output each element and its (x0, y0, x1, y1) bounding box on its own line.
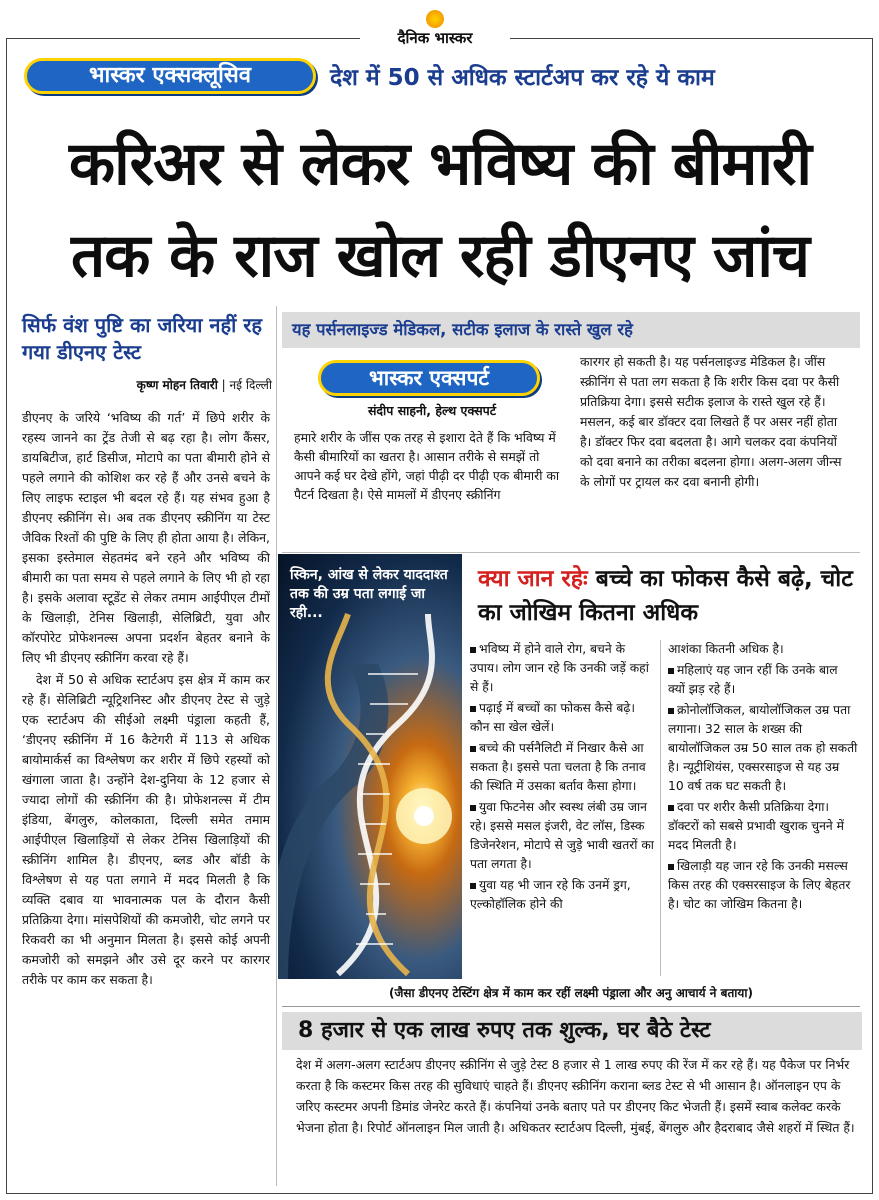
bullet-icon (668, 805, 674, 811)
left-paragraph-2: देश में 50 से अधिक स्टार्टअप इस क्षेत्र में काम कर रहे हैं। सेलिब्रिटी न्यूट्रिशनिस्ट और डीएनए टेस्ट से जुड़े एक स्टार्टअप की सीईओ लक्ष्मी पंड्राला कहती हैं, ‘डीएनए स्क्रीनिंग में 16 कैटेगरी में 113 से अधिक बायोमार्कर्स का विश्लेषण कर शरीर में छिपे रहस्यों को खंगाला जाता है। उन्होंने देश-दुनिया के 12 हजार से ज्यादा लोगों की स्क्रीनिंग की है। प्रोफेशनल्स में टीम इंडिया, बेंगलुरु, कोलकाता, दिल्ली समेत तमाम आईपीएल खिलाड़ियों से लेकर टेनिस खिलाड़ियों की स्क्रीनिंग शामिल है। डीएनए, ब्लड और बॉडी के विश्लेषण से यह पता लगाने में मदद मिलती है कि व्यक्ति दबाव या भावनात्मक पल के दौरान कैसी प्रतिक्रिया देगा। मांसपेशियों की कमजोरी, चोट लगने पर रिकवरी का भी अनुमान मिलता है। इससे कोई अपनी कमजोरी को समझने और उसे दूर करने पर कारगर तरीके पर काम कर सकता है। (22, 672, 270, 987)
illustration-caption: स्किन, आंख से लेकर याददाश्त तक की उम्र पता लगाई जा रही... (290, 567, 448, 621)
expert-badge-label: भास्कर एक्सपर्ट (368, 366, 490, 390)
know-title: बच्चे का फोकस कैसे बढ़े, चोट का जोखिम कितना अधिक (478, 566, 853, 626)
bullet-icon (668, 708, 674, 714)
expert-section-bar (282, 312, 860, 348)
left-subhead: सिर्फ वंश पुष्टि का जरिया नहीं रह गया डीएनए टेस्ट (22, 313, 263, 364)
know-label: क्या जान रहेः (478, 566, 588, 592)
bullet-icon (470, 805, 476, 811)
expert-badge (318, 360, 540, 396)
list-item: महिलाएं यह जान रहीं कि उनके बाल क्यों झड़ रहे हैं। (668, 663, 838, 696)
know-list-left (470, 640, 656, 916)
expert-text-left: हमारे शरीर के जींस एक तरह से इशारा देते हैं कि भविष्य में कैसी बीमारियों का खतरा है। आसान तरीके से समझें तो आपने कई घर देखे होंगे, जहां पीढ़ी दर पीढ़ी एक बीमारी का पैटर्न दिखता है। ऐसे मामलों में डीएनए स्क्रीनिंग (294, 430, 560, 502)
top-line (18, 54, 863, 98)
know-headline (478, 562, 862, 630)
exclusive-badge-label: भास्कर एक्सक्लूसिव (89, 63, 251, 88)
kicker: देश में 50 से अधिक स्टार्टअप कर रहे ये काम (330, 65, 715, 91)
exclusive-badge (24, 58, 316, 94)
bullet-icon (470, 883, 476, 889)
list-continuation: आशंका कितनी अधिक है। (668, 642, 784, 656)
column-divider (276, 306, 277, 1186)
expert-section-title: यह पर्सनलाइज्ड मेडिकल, सटीक इलाज के रास्ते खुल रहे (292, 320, 633, 339)
author-name: कृष्ण मोहन तिवारी (136, 378, 218, 392)
newspaper-name: दैनिक भास्कर (397, 29, 473, 47)
know-list-right (668, 640, 858, 916)
list-item: भविष्य में होने वाले रोग, बचने के उपाय। लोग जान रहे कि उनकी जड़ें कहां से हैं। (470, 642, 649, 694)
left-paragraph-1: डीएनए के जरिये ‘भविष्य की गर्त’ में छिपे शरीर के रहस्य जानने का ट्रेंड तेजी से बढ़ रहा है। लोग कैंसर, डायबिटीज, हार्ट डिसीज, मोटापे का पता बीमारी होने से पहले लगाने की कोशिश कर रहे हैं और उनसे बचने के लिए लाइफ स्टाइल भी बदल रहे हैं। यह संभव हुआ है डीएनए स्क्रीनिंग से। अब तक डीएनए स्क्रीनिंग या टेस्ट जैविक रिश्तों की पुष्टि के लिए ही होता आया है। लेकिन, इसका इस्तेमाल सेहतमंद बने रहने और भविष्य की बीमारी का पता समय से पहले लगाने के लिए भी हो रहा है। इसके अलावा स्टूडेंट से लेकर तमाम आईपीएल टीमों के खिलाड़ी, टेनिस खिलाड़ी, सेलिब्रिटी, युवा और कॉरपोरेट प्रोफेशनल्स अपना प्रदर्शन बेहतर बनाने के लिए भी डीएनए स्क्रीनिंग करवा रहे हैं। (22, 410, 270, 665)
sun-icon (426, 10, 444, 28)
section-divider (282, 552, 860, 553)
expert-text-right: कारगर हो सकती है। यह पर्सनलाइज्ड मेडिकल है। जींस स्क्रीनिंग से पता लग सकता है कि शरीर किस दवा पर कैसी प्रतिक्रिया देगा। इससे सटीक इलाज के रास्ते खुल रहे हैं। मसलन, कई बार डॉक्टर दवा लिखते हैं पर असर नहीं होता है। डॉक्टर फिर दवा बदलता है। आगे चलकर दवा कंपनियों को दवा बनाने का तरीका बदलना होगा। अलग-अलग जीन्स के लोगों पर ट्रायल कर दवा बनानी होगी। (580, 354, 842, 489)
headline-line-1: करिअर से लेकर भविष्य की बीमारी (69, 129, 811, 199)
source-footnote: (जैसा डीएनए टेस्टिंग क्षेत्र में काम कर रहीं लक्ष्मी पंड्राला और अनु आचार्य ने बताया) (389, 986, 753, 1000)
masthead (360, 4, 510, 48)
bullet-icon (470, 647, 476, 653)
list-item: दवा पर शरीर कैसी प्रतिक्रिया देगा। डॉक्टरों को सबसे प्रभावी खुराक चुनने में मदद मिलती है। (668, 800, 844, 852)
list-item: पढ़ाई में बच्चों का फोकस कैसे बढ़े। कौन सा खेल खेलें। (470, 701, 636, 734)
headline-line-2: तक के राज खोल रही डीएनए जांच (71, 221, 809, 291)
left-column-article (22, 408, 270, 992)
bullet-icon (668, 668, 674, 674)
bullet-icon (668, 864, 674, 870)
dna-illustration (278, 554, 462, 979)
bullet-icon (470, 706, 476, 712)
list-item: खिलाड़ी यह जान रहे कि उनकी मसल्स किस तरह की एक्सरसाइज के लिए बेहतर है। चोट का जोखिम कितना है। (668, 859, 851, 911)
dateline: नई दिल्ली (229, 378, 272, 392)
section-divider (282, 1006, 860, 1007)
fee-section-bar (282, 1012, 862, 1050)
byline: कृष्ण मोहन तिवारी | नई दिल्ली (136, 378, 272, 392)
fee-text: देश में अलग-अलग स्टार्टअप डीएनए स्क्रीनिंग से जुड़े टेस्ट 8 हजार से 1 लाख रुपए की रेंज में कर रहे हैं। यह पैकेज पर निर्भर करता है कि कस्टमर किस तरह की सुविधाएं चाहते हैं। डीएनए स्क्रीनिंग कराना ब्लड टेस्ट से भी आसान है। ऑनलाइन एप के जरिए कस्टमर अपनी डिमांड जेनरेट करते हैं। कंपनियां उनके बताए पते पर डीएनए किट भेजती हैं। इसमें स्वाब कलेक्ट करके भेजना होता है। रिपोर्ट ऑनलाइन मिल जाती है। अधिकतर स्टार्टअप दिल्ली, मुंबई, बेंगलुरु और हैदराबाद जैसे शहरों में स्थित हैं। (296, 1057, 855, 1135)
bullet-icon (470, 746, 476, 752)
list-item: युवा यह भी जान रहे कि उनमें ड्रग, एल्कोहॉलिक होने की (470, 878, 631, 911)
list-item: बच्चे की पर्सनैलिटी में निखार कैसे आ सकता है। इससे पता चलता है कि तनाव की स्थिति में उसका बर्ताव कैसा होगा। (470, 741, 646, 793)
fee-title: 8 हजार से एक लाख रुपए तक शुल्क, घर बैठे टेस्ट (298, 1018, 711, 1043)
list-item: क्रोनोलॉजिकल, बायोलॉजिकल उम्र पता लगाना। 32 साल के शख्स की बायोलॉजिकल उम्र 50 साल तक हो सकती है। न्यूट्रीशियंस, एक्सरसाइज से यह उम्र 10 वर्ष तक घट सकती है। (668, 703, 858, 793)
expert-name: संदीप साहनी, हेल्थ एक्सपर्ट (367, 403, 497, 418)
list-item: युवा फिटनेस और स्वस्थ लंबी उम्र जान रहे। इससे मसल इंजरी, वेट लॉस, डिस्क डिजेनरेशन, मोटापे से जुड़े भावी खतरों का पता लगता है। (470, 800, 654, 871)
list-divider (660, 640, 661, 976)
